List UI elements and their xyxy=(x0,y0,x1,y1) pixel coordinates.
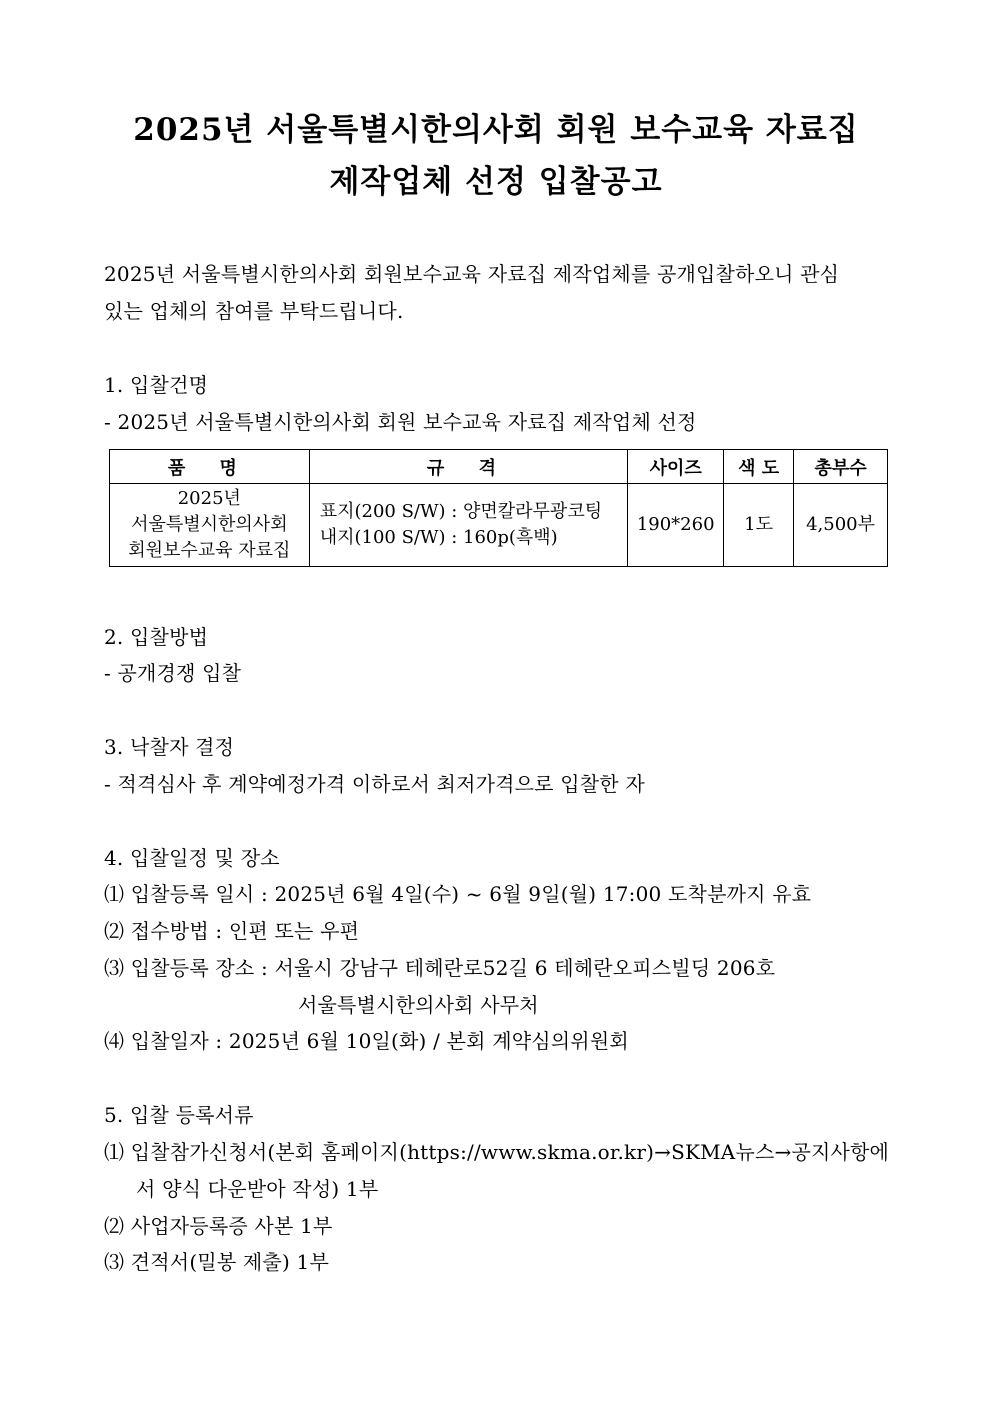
section5-item: ⑶ 견적서(밀봉 제출) 1부 xyxy=(104,1250,329,1274)
section4-heading: 4. 입찰일정 및 장소 xyxy=(104,846,280,870)
header-spec: 규 격 xyxy=(309,450,628,484)
section1-item: - 2025년 서울특별시한의사회 회원 보수교육 자료집 제작업체 선정 xyxy=(104,410,697,434)
section4-item: ⑴ 입찰등록 일시 : 2025년 6월 4일(수) ~ 6월 9일(월) 17:00 도착분까지 유효 xyxy=(104,882,812,906)
section2-item: - 공개경쟁 입찰 xyxy=(104,661,242,685)
item-name-line: 서울특별시한의사회 xyxy=(131,514,288,535)
header-size: 사이즈 xyxy=(628,450,724,484)
spec-line: 내지(100 S/W) : 160p(흑백) xyxy=(319,527,558,548)
header-quantity: 총부수 xyxy=(794,450,888,484)
section5-item-continuation: 서 양식 다운받아 작성) 1부 xyxy=(136,1177,379,1201)
section4-item: ⑶ 입찰등록 장소 : 서울시 강남구 테헤란로52길 6 테헤란오피스빌딩 206호 xyxy=(104,956,776,980)
item-name-line: 회원보수교육 자료집 xyxy=(128,540,291,561)
section5-heading: 5. 입찰 등록서류 xyxy=(104,1103,254,1127)
spec-table-header-row xyxy=(110,450,888,484)
section1-heading: 1. 입찰건명 xyxy=(104,373,209,397)
spec-table xyxy=(109,449,888,567)
document-title-line1: 2025년 서울특별시한의사회 회원 보수교육 자료집 xyxy=(133,112,859,148)
cell-quantity: 4,500부 xyxy=(794,484,888,567)
table-row xyxy=(110,484,888,567)
section4-item: ⑷ 입찰일자 : 2025년 6월 10일(화) / 본회 계약심의위원회 xyxy=(104,1029,629,1053)
document-title-line2: 제작업체 선정 입찰공고 xyxy=(329,164,663,200)
item-name-line: 2025년 xyxy=(177,488,241,509)
cell-spec xyxy=(309,484,628,567)
section2-heading: 2. 입찰방법 xyxy=(104,625,209,649)
section4-item-continuation: 서울특별시한의사회 사무처 xyxy=(298,993,539,1017)
header-item-name: 품 명 xyxy=(110,450,310,484)
section5-item: ⑵ 사업자등록증 사본 1부 xyxy=(104,1214,333,1238)
section3-item: - 적격심사 후 계약예정가격 이하로서 최저가격으로 입찰한 자 xyxy=(104,772,645,796)
section4-item: ⑵ 접수방법 : 인편 또는 우편 xyxy=(104,919,360,943)
section3-heading: 3. 낙찰자 결정 xyxy=(104,735,235,759)
cell-size: 190*260 xyxy=(628,484,724,567)
section5-item: ⑴ 입찰참가신청서(본회 홈페이지(https://www.skma.or.kr)→SKMA뉴스→공지사항에 xyxy=(104,1140,890,1164)
cell-color: 1도 xyxy=(724,484,794,567)
header-color: 색 도 xyxy=(724,450,794,484)
intro-text-line2: 있는 업체의 참여를 부탁드립니다. xyxy=(104,299,404,323)
cell-item-name xyxy=(110,484,310,567)
intro-text-line1: 2025년 서울특별시한의사회 회원보수교육 자료집 제작업체를 공개입찰하오니 관심 xyxy=(104,262,840,286)
spec-line: 표지(200 S/W) : 양면칼라무광코팅 xyxy=(319,501,603,522)
